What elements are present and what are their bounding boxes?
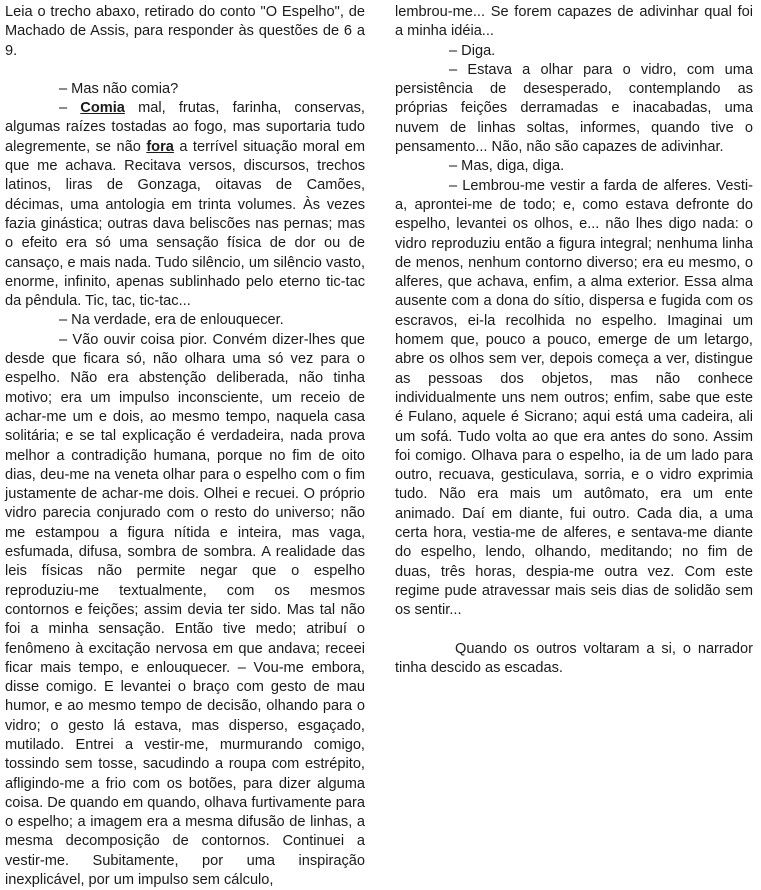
narrative-paragraph (5, 99, 365, 311)
paragraph-text: mal, frutas, farinha, conservas, algumas raízes tostadas ao fogo, mas suportaria tudo alegremente, se não (5, 100, 365, 155)
narrative-paragraph: – Lembrou-me vestir a farda de alferes. Vesti-a, aprontei-me de todo; e, como estava defronte do espelho, levantei os olhos, e... não lhes digo nada: o vidro reproduziu então a figura integral; nenhuma linha de menos, nenhum contorno diverso; era eu mesmo, o alferes, que achava, enfim, a alma exterior. Essa alma ausente com a dona do sítio, dispersa e fugida com os escravos, ei-la recolhida no espelho. Imaginai um homem que, pouco a pouco, emerge de um letargo, abre os olhos sem ver, depois começa a ver, distingue as pessoas dos objetos, mas não conhece individualmente uns nem outros; enfim, sabe que este é Fulano, aquele é Sicrano; aqui está uma cadeira, ali um sofá. Tudo volta ao que era antes do sono. Assim foi comigo. Olhava para o espelho, ia de um lado para outro, recuava, gesticulava, sorria, e o vidro exprimia tudo. Não era mais um autômato, era um ente animado. Daí em diante, fui outro. Cada dia, a uma certa hora, vestia-me de alferes, e sentava-me diante do espelho, lendo, olhando, meditando; no fim de duas, três horas, despia-me outra vez. Com este regime pude atravessar mais seis dias de solidão sem os sentir... (395, 177, 753, 619)
dialogue-line: – Diga. (449, 42, 496, 59)
narrative-paragraph: – Vão ouvir coisa pior. Convém dizer-lhes que desde que ficara só, não olhara uma só vez para o espelho. Não era abstenção deliberada, não tinha motivo; era um impulso inconsciente, um receio de achar-me um e dois, ao mesmo tempo, naquela casa solitária; e se tal explicação é verdadeira, nada prova melhor a contradição humana, porque no fim de oito dias, deu-me na veneta olhar para o espelho com o fim justamente de achar-me dois. Olhei e recuei. O próprio vidro parecia conjurado com o resto do universo; não me estampou a figura nítida e inteira, mas vaga, esfumada, difusa, sombra de sombra. A realidade das leis físicas não permite negar que o espelho reproduziu-me textualmente, com os mesmos contornos e feições; assim devia ter sido. Mas tal não foi a minha sensação. Então tive medo; atribuí o fenômeno à excitação nervosa em que andava; receei ficar mais tempo, e enlouquecer. – Vou-me embora, disse comigo. E levantei o braço com gesto de mau humor, e ao mesmo tempo de decisão, olhando para o vidro; o gesto lá estava, mas disperso, esgaçado, mutilado. Entrei a vestir-me, murmurando comigo, tossindo sem tosse, sacudindo a roupa com estrépito, afligindo-me a frio com os botões, para dizer alguma coisa. De quando em quando, olhava furtivamente para o espelho; a imagem era a mesma difusão de linhas, a mesma decomposição de contornos. Continuei a vestir-me. Subitamente, por uma inspiração inexplicável, por um impulso sem cálculo, (5, 331, 365, 889)
underlined-word-comia: Comia (80, 100, 125, 117)
spacer (5, 61, 365, 80)
closing-paragraph: Quando os outros voltaram a si, o narrador tinha descido as escadas. (395, 640, 753, 676)
dash: – (59, 100, 81, 117)
narrative-paragraph: – Estava a olhar para o vidro, com uma persistência de desesperado, contemplando as próprias feições derramadas e inacabadas, uma nuvem de linhas soltas, informes, quando tive o pensamento... Não, não são capazes de adivinhar. (395, 61, 753, 156)
dialogue-line: – Mas, diga, diga. (449, 158, 565, 175)
narrative-paragraph: lembrou-me... Se forem capazes de adivinhar qual foi a minha idéia... (395, 4, 753, 40)
left-column (5, 3, 365, 890)
column-gutter (372, 0, 388, 800)
intro-paragraph: Leia o trecho abaxo, retirado do conto "O Espelho", de Machado de Assis, para responder às questões de 6 a 9. (5, 4, 365, 59)
spacer (395, 621, 753, 640)
underlined-word-fora: fora (146, 138, 174, 155)
dialogue-line: – Mas não comia? (59, 80, 179, 97)
paragraph-text: a terrível situação moral em que me achava. Recitava versos, discursos, trechos latinos, liras de Gonzaga, oitavas de Camões, décimas, uma antologia em trinta volumes. Às vezes fazia ginástica; outras dava beliscões nas pernas; mas o efeito era só uma sensação física de dor ou de cansaço, e mais nada. Tudo silêncio, um silêncio vasto, enorme, infinito, apenas sublinhado pelo eterno tic-tac da pêndula. Tic, tac, tic-tac... (5, 138, 365, 310)
dialogue-line: – Na verdade, era de enlouquecer. (59, 312, 284, 329)
right-column (395, 3, 753, 678)
